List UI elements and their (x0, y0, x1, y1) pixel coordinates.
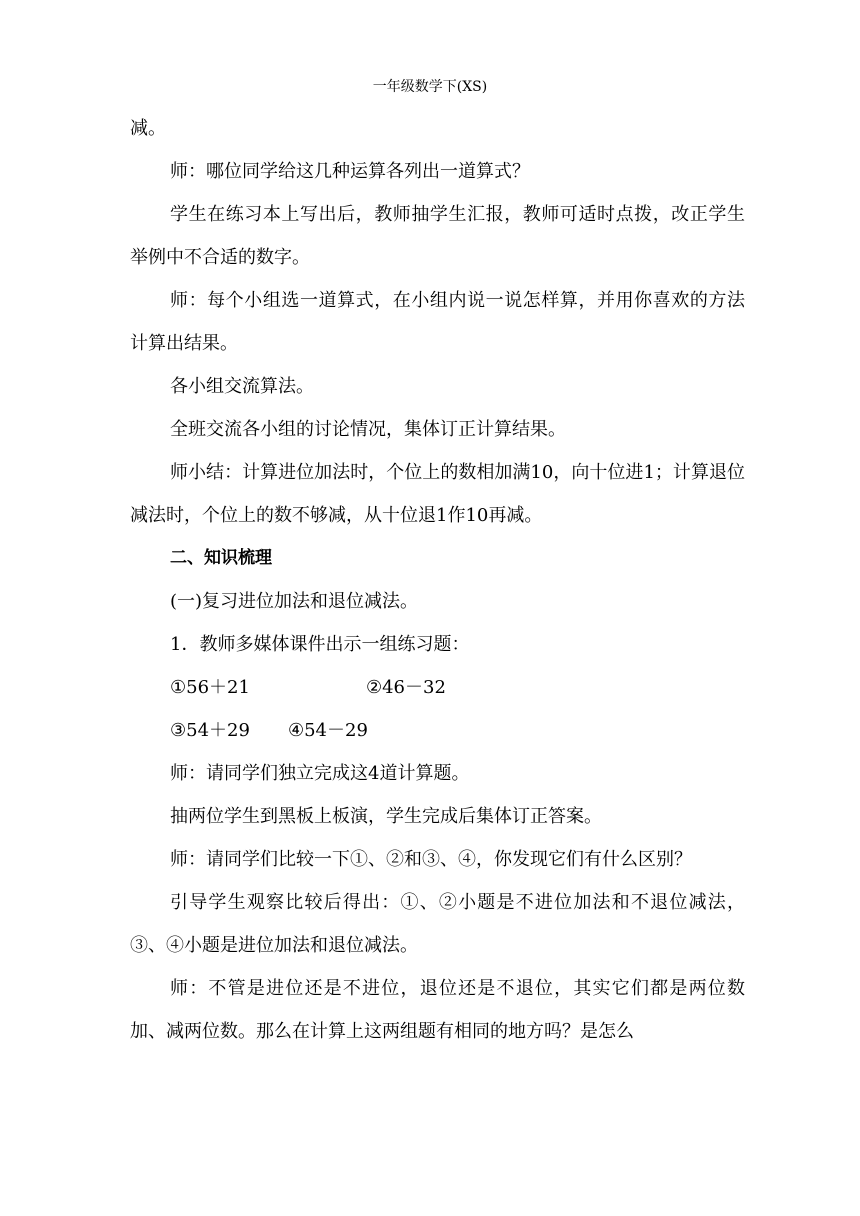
paragraph: 全班交流各小组的讨论情况，集体订正计算结果。 (170, 419, 566, 440)
paragraph: 减。 (130, 118, 166, 139)
page-header: 一年级数学下(XS) (372, 79, 488, 95)
paragraph: 引导学生观察比较后得出：①、②小题是不进位加法和不退位减法，③、④小题是进位加法和退位减法。 (130, 892, 745, 956)
subsection-heading: (一)复习进位加法和退位减法。 (170, 591, 419, 612)
exercise-item: ①56＋21 (170, 677, 250, 698)
section-heading: 二、知识梳理 (170, 548, 272, 568)
paragraph: 抽两位学生到黑板上板演，学生完成后集体订正答案。 (170, 806, 602, 827)
paragraph: 各小组交流算法。 (170, 376, 314, 397)
exercise-item: ④54－29 (287, 720, 368, 741)
paragraph: 师小结：计算进位加法时，个位上的数相加满10，向十位进1；计算退位减法时，个位上的数不够减，从十位退1作10再减。 (130, 462, 745, 526)
exercise-item: ③54＋29 (170, 720, 250, 741)
paragraph: 学生在练习本上写出后，教师抽学生汇报，教师可适时点拨，改正学生举例中不合适的数字。 (130, 204, 745, 268)
exercise-row (130, 709, 745, 752)
paragraph: 师：请同学们独立完成这4道计算题。 (170, 763, 470, 784)
paragraph: 师：不管是进位还是不进位，退位还是不退位，其实它们都是两位数加、减两位数。那么在计算上这两组题有相同的地方吗？是怎么 (130, 978, 745, 1042)
exercise-item: ②46－32 (365, 677, 446, 698)
exercise-row (130, 666, 745, 709)
list-item: 1．教师多媒体课件出示一组练习题： (170, 634, 470, 655)
paragraph: 师：哪位同学给这几种运算各列出一道算式？ (170, 161, 530, 182)
paragraph: 师：请同学们比较一下①、②和③、④，你发现它们有什么区别？ (170, 849, 692, 870)
paragraph: 师：每个小组选一道算式，在小组内说一说怎样算，并用你喜欢的方法计算出结果。 (130, 290, 745, 354)
document-body (130, 107, 745, 1053)
